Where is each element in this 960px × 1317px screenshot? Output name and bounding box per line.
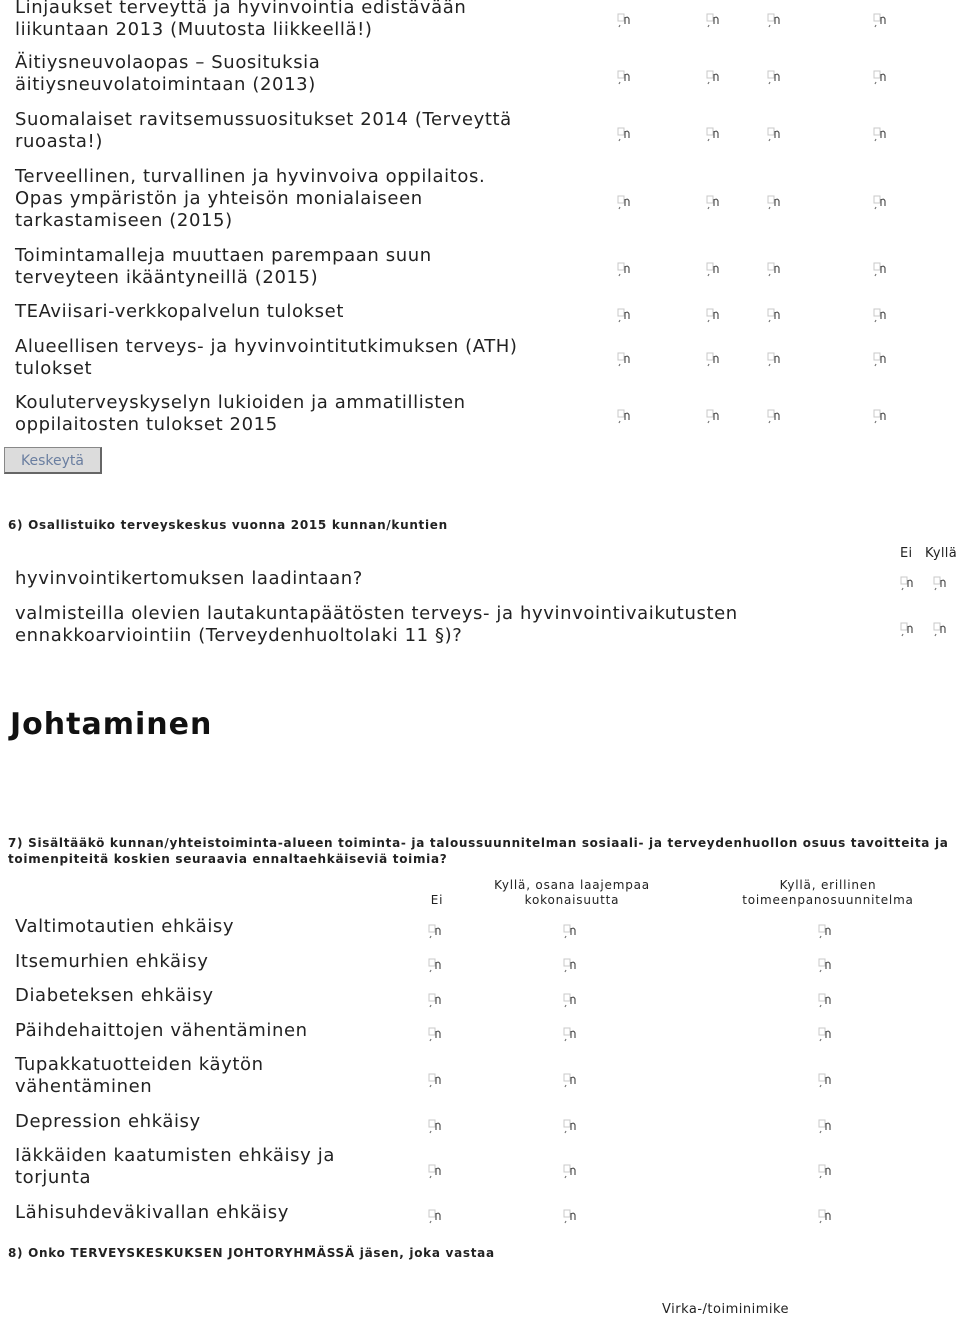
radio-option-icon[interactable] <box>617 308 633 324</box>
radio-option-icon[interactable] <box>818 1164 834 1180</box>
radio-option-icon[interactable] <box>873 70 889 86</box>
q8-col-title: Virka-/toiminimike <box>662 1302 790 1317</box>
q8-question: 8) Onko TERVEYSKESKUKSEN JOHTORYHMÄSSÄ jäsen, joka vastaa <box>8 1246 495 1260</box>
q7-row-label: Depression ehkäisy <box>15 1111 201 1132</box>
radio-option-icon[interactable] <box>428 958 444 974</box>
radio-option-icon[interactable] <box>428 1027 444 1043</box>
radio-option-icon[interactable] <box>428 924 444 940</box>
radio-option-icon[interactable] <box>563 958 579 974</box>
radio-option-icon[interactable] <box>563 1027 579 1043</box>
radio-option-icon[interactable] <box>428 1164 444 1180</box>
q5-row-label: Terveellinen, turvallinen ja hyvinvoiva oppilaitos. Opas ympäristön ja yhteisön monialaiseen tarkastamiseen (2015) <box>15 166 486 231</box>
radio-option-icon[interactable] <box>818 993 834 1009</box>
radio-option-icon[interactable] <box>767 352 783 368</box>
radio-option-icon[interactable] <box>706 352 722 368</box>
q6-row-label: valmisteilla olevien lautakuntapäätösten terveys- ja hyvinvointivaikutusten ennakkoarviointiin (Terveydenhuoltolaki 11 §)? <box>15 603 738 646</box>
radio-option-icon[interactable] <box>563 1119 579 1135</box>
radio-option-icon[interactable] <box>706 262 722 278</box>
radio-option-icon[interactable] <box>563 924 579 940</box>
q7-row-label: Tupakkatuotteiden käytön vähentäminen <box>15 1054 264 1097</box>
radio-option-icon[interactable] <box>706 409 722 425</box>
q7-row-label: Itsemurhien ehkäisy <box>15 951 209 972</box>
radio-option-icon[interactable] <box>900 622 916 638</box>
q6-row-label: hyvinvointikertomuksen laadintaan? <box>15 568 363 589</box>
radio-option-icon[interactable] <box>767 308 783 324</box>
q7-col-no: Ei <box>430 893 444 907</box>
q5-row-label: Äitiysneuvolaopas – Suosituksia äitiysneuvolatoimintaan (2013) <box>15 52 321 95</box>
radio-option-icon[interactable] <box>428 993 444 1009</box>
cancel-button[interactable]: Keskeytä <box>4 447 102 474</box>
q6-col-no: Ei <box>900 546 913 561</box>
q6-col-yes: Kyllä <box>925 546 957 561</box>
radio-option-icon[interactable] <box>706 70 722 86</box>
radio-option-icon[interactable] <box>873 262 889 278</box>
radio-option-icon[interactable] <box>767 70 783 86</box>
radio-option-icon[interactable] <box>900 576 916 592</box>
q5-row-label: Alueellisen terveys- ja hyvinvointitutkimuksen (ATH) tulokset <box>15 336 518 379</box>
radio-option-icon[interactable] <box>933 622 949 638</box>
radio-option-icon[interactable] <box>873 195 889 211</box>
radio-option-icon[interactable] <box>767 262 783 278</box>
radio-option-icon[interactable] <box>706 195 722 211</box>
radio-option-icon[interactable] <box>617 70 633 86</box>
radio-option-icon[interactable] <box>563 1209 579 1225</box>
radio-option-icon[interactable] <box>873 13 889 29</box>
section-title: Johtaminen <box>10 707 213 742</box>
radio-option-icon[interactable] <box>818 1119 834 1135</box>
radio-option-icon[interactable] <box>617 13 633 29</box>
q7-question: 7) Sisältääkö kunnan/yhteistoiminta-alueen toiminta- ja taloussuunnitelman sosiaali- ja terveydenhuollon osuus tavoitteita ja toimenpiteitä koskien seuraavia ennaltaehkäiseviä toimia? <box>8 836 949 866</box>
q7-row-label: Päihdehaittojen vähentäminen <box>15 1020 308 1041</box>
radio-option-icon[interactable] <box>767 127 783 143</box>
radio-option-icon[interactable] <box>563 1073 579 1089</box>
radio-option-icon[interactable] <box>617 127 633 143</box>
radio-option-icon[interactable] <box>933 576 949 592</box>
q7-row-label: Valtimotautien ehkäisy <box>15 916 235 937</box>
radio-option-icon[interactable] <box>428 1209 444 1225</box>
radio-option-icon[interactable] <box>617 409 633 425</box>
radio-option-icon[interactable] <box>818 958 834 974</box>
radio-option-icon[interactable] <box>873 127 889 143</box>
radio-option-icon[interactable] <box>767 13 783 29</box>
q7-row-label: Lähisuhdeväkivallan ehkäisy <box>15 1202 289 1223</box>
radio-option-icon[interactable] <box>706 308 722 324</box>
q5-row-label: TEAviisari-verkkopalvelun tulokset <box>15 301 344 322</box>
q7-col-separate: Kyllä, erillinen toimeenpanosuunnitelma <box>742 878 914 907</box>
q5-row-label: Linjaukset terveyttä ja hyvinvointia edistävään liikuntaan 2013 (Muutosta liikkeellä!) <box>15 0 467 40</box>
radio-option-icon[interactable] <box>818 1027 834 1043</box>
q5-row-label: Suomalaiset ravitsemussuositukset 2014 (Terveyttä ruoasta!) <box>15 109 512 152</box>
radio-option-icon[interactable] <box>873 308 889 324</box>
radio-option-icon[interactable] <box>428 1119 444 1135</box>
q7-row-label: Diabeteksen ehkäisy <box>15 985 214 1006</box>
radio-option-icon[interactable] <box>818 1073 834 1089</box>
radio-option-icon[interactable] <box>767 195 783 211</box>
q7-row-label: Iäkkäiden kaatumisten ehkäisy ja torjunta <box>15 1145 335 1188</box>
q6-question: 6) Osallistuiko terveyskeskus vuonna 2015 kunnan/kuntien <box>8 518 448 532</box>
radio-option-icon[interactable] <box>706 13 722 29</box>
radio-option-icon[interactable] <box>818 924 834 940</box>
q5-row-label: Toimintamalleja muuttaen parempaan suun terveyteen ikääntyneillä (2015) <box>15 245 432 288</box>
radio-option-icon[interactable] <box>563 993 579 1009</box>
radio-option-icon[interactable] <box>617 195 633 211</box>
q7-col-partial: Kyllä, osana laajempaa kokonaisuutta <box>494 878 650 907</box>
radio-option-icon[interactable] <box>767 409 783 425</box>
radio-option-icon[interactable] <box>428 1073 444 1089</box>
radio-option-icon[interactable] <box>617 352 633 368</box>
radio-option-icon[interactable] <box>617 262 633 278</box>
radio-option-icon[interactable] <box>873 352 889 368</box>
radio-option-icon[interactable] <box>818 1209 834 1225</box>
radio-option-icon[interactable] <box>563 1164 579 1180</box>
q5-row-label: Kouluterveyskyselyn lukioiden ja ammatillisten oppilaitosten tulokset 2015 <box>15 392 466 435</box>
radio-option-icon[interactable] <box>706 127 722 143</box>
radio-option-icon[interactable] <box>873 409 889 425</box>
